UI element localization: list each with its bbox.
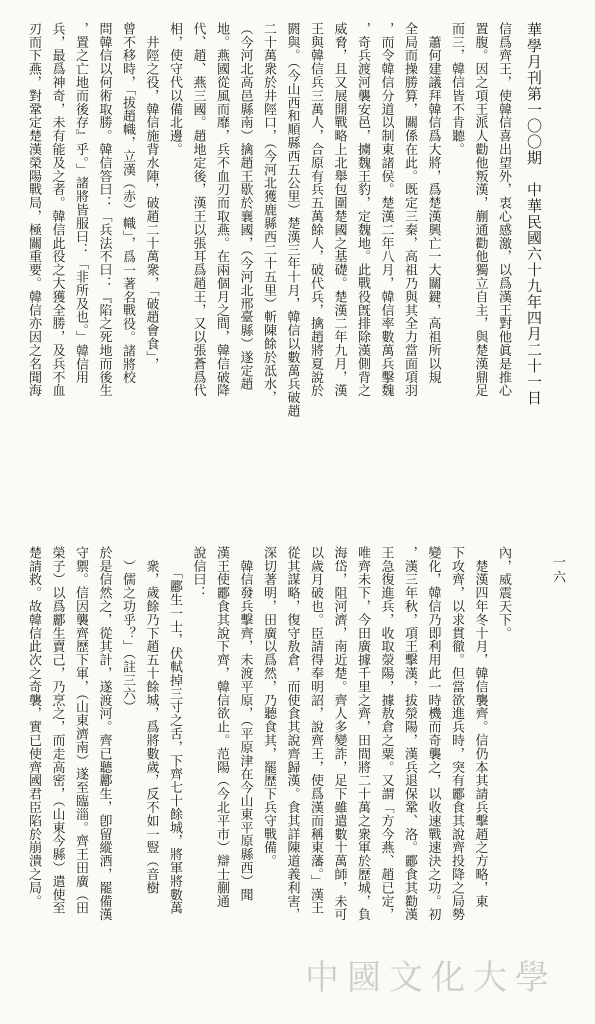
upper-text-line: 地。燕國從風而靡，兵不血刃而取燕。在兩個月之間，韓信破降 xyxy=(214,22,229,398)
lower-text-line: ，漢三年秋，項王擊漢，拔滎陽，漢兵退保鞏、洛。酈食其勸漢 xyxy=(402,546,417,922)
lower-text-block xyxy=(26,546,515,996)
lower-text-line: ）儒之功乎？」（註三六） xyxy=(120,546,135,714)
watermark-text: 中國文化大學 xyxy=(305,958,557,998)
upper-text-line: 問韓信以何術取勝。韓信答曰：「兵法不曰：『陷之死地而後生 xyxy=(96,22,112,398)
upper-text-line: 王與韓信兵三萬人，合原有兵五萬餘人，破代兵，擒趙將夏說於 xyxy=(308,22,323,398)
upper-text-block xyxy=(26,22,515,492)
upper-text-line: ，置之亡地而後存』乎。」諸將皆服曰：「非所及也。」韓信用 xyxy=(73,22,88,385)
upper-text-line: 而三，韓信皆不肯聽。 xyxy=(449,22,464,156)
lower-text-line: 唯齊未下，今田廣據千里之齊，田間將二十萬之衆軍於歷城，負 xyxy=(355,546,370,922)
lower-text-line: 楚漢四年冬十月，韓信襲齊。信仍本其請兵擊趙之方略，東 xyxy=(472,546,488,908)
page-number: 一六 xyxy=(550,555,565,585)
upper-text-line: 相，使守代以備北邊。 xyxy=(167,22,182,156)
lower-text-line: 下攻齊，以求貫徹。但當欲進兵時，突有酈食其說齊投降之局勢 xyxy=(449,546,464,922)
upper-text-line: ，而令韓信分道以制東諸侯。楚漢二年八月，韓信率數萬兵擊魏 xyxy=(378,22,394,398)
lower-text-line: 說信曰： xyxy=(190,546,206,600)
upper-text-line: 信爲齊王，使韓信喜出望外，衷心感激，以爲漢王對他眞是推心 xyxy=(496,22,511,398)
upper-text-line: 井陘之役，韓信施背水陣，破趙二十萬衆，「破趙會食」， xyxy=(143,22,159,371)
lower-text-line: 以歲月破也。臣請得奉明詔，說齊王，使爲漢而稱東藩。」漢王 xyxy=(308,546,323,915)
lower-text-line: 變化，韓信乃即利用此一時機而奇襲之，以收速戰速決之功。初 xyxy=(425,546,441,922)
lower-text-line: 榮子）以爲酈生賣己，乃烹之，而走高密，（山東今縣）遣使至 xyxy=(49,546,65,915)
upper-text-line: 代、趙、燕三國。趙地定後，漢王以張耳爲趙王，又以張蒼爲代 xyxy=(190,22,206,398)
lower-text-line: 漢王使酈食其說下齊，韓信欲止。范陽（今北平市）辯士蒯通 xyxy=(214,546,229,908)
upper-text-line: 閼與。（今山西和順縣西五公里）楚漢三年十月，韓信以數萬兵破趙 xyxy=(284,22,300,418)
upper-text-line: （今河北高邑縣南）擒趙王歇於襄國，（今河北邢臺縣）遂定趙 xyxy=(237,22,253,391)
upper-text-line: 威脅，且又展開戰略上北舉包圍楚國之基礎。楚漢二年九月，漢 xyxy=(331,22,347,398)
upper-text-line: ，奇兵渡河襲安邑，擄魏王豹，定魏地。此戰役旣排除漢側背之 xyxy=(355,22,370,398)
upper-text-line: 二十萬衆於井陘口，（今河北獲鹿縣西二十五里）斬陳餘於泜水， xyxy=(261,22,276,405)
lower-text-line: 從其謀略，復守敖倉，而使食其說齊歸漢。食其詳陳道義利害， xyxy=(284,546,300,922)
lower-text-line: 王急復進兵，收取滎陽，據敖倉之粟。又謂「方今燕、趙已定， xyxy=(378,546,394,922)
upper-text-line: 曾不移時，「拔趙幟，立漢（赤）幟」，爲一著名戰役。諸將校 xyxy=(120,22,135,385)
lower-text-line: 韓信發兵擊齊，未渡平原，（平原津在今山東平原縣西）聞 xyxy=(237,546,253,902)
lower-text-line: 於是信然之，從其計，遂渡河。齊已聽酈生，卽留縱酒，罷備漢 xyxy=(96,546,112,922)
lower-text-line: 海岱，阻河濟，南近楚。齊人多變詐，足下雖遣數十萬師，未可 xyxy=(331,546,347,922)
lower-text-line: 深切著明，田廣以爲然，乃聽食其，罷歷下兵守戰備。 xyxy=(261,546,276,868)
upper-text-line: 蕭何建議拜韓信爲大將，爲楚漢興亡一大關鍵，高祖所以規 xyxy=(425,22,441,384)
lower-text-line: 內，威震天下。 xyxy=(496,546,511,640)
lower-text-line: 衆，歲餘乃下趙五十餘城，爲將數歲，反不如一豎（音樹 xyxy=(143,546,159,895)
upper-text-line: 全局而操勝算，關係在此。既定三秦，高祖乃與其全力當面項羽 xyxy=(402,22,417,398)
journal-header: 華學月刊第一〇〇期 中華民國六十九年四月二十一日 xyxy=(525,22,543,406)
upper-text-line: 兵，最爲神奇，未有能及之者。韓信此役之大獲全勝，及兵不血 xyxy=(49,22,65,398)
upper-text-line: 置腹。因之項王派人勸他叛漢，蒯通勸他獨立自主，與楚漢鼎足 xyxy=(472,22,488,398)
lower-text-line: 「酈生一士，伏軾掉三寸之舌，下齊七十餘城，將軍將數萬 xyxy=(167,546,182,915)
lower-text-line: 守禦。信因襲齊歷下軍，（山東濟南）遂至臨淄。齊王田廣（田 xyxy=(73,546,88,915)
lower-text-line: 楚請救。故韓信此次之奇襲，實已使齊國君臣陷於崩潰之局。 xyxy=(26,546,41,908)
upper-text-line: 刃而下燕，對鞏定楚漢榮陽戰局，極關重要。韓信亦因之名聞海 xyxy=(26,22,41,398)
